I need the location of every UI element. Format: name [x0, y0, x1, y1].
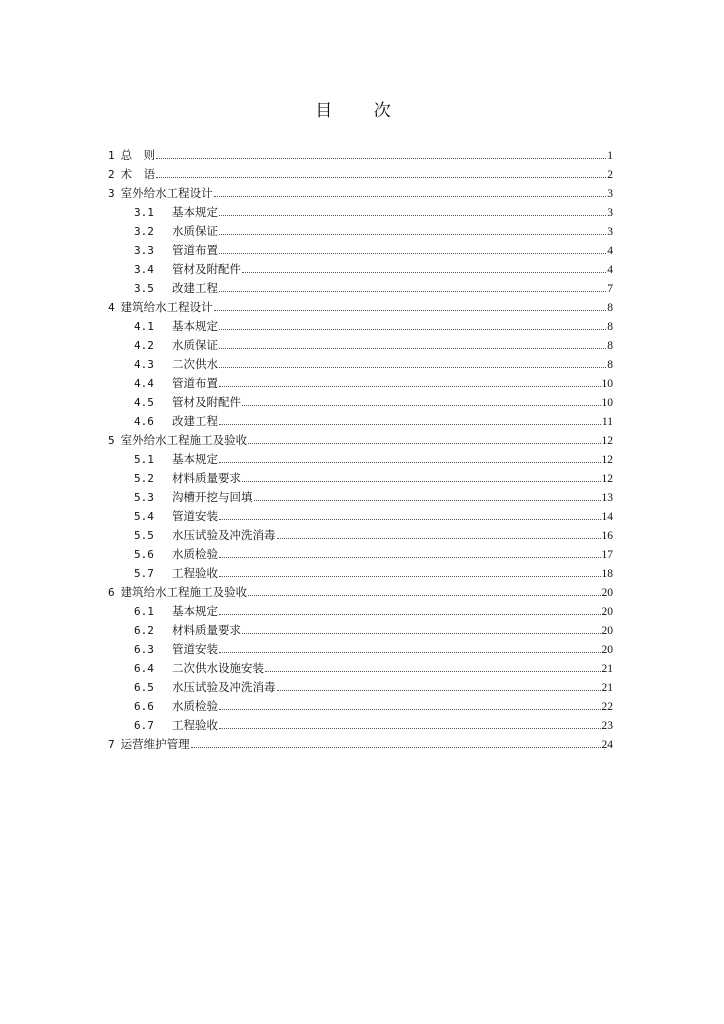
toc-entry-number: 4.2: [134, 339, 154, 352]
toc-entry-title: 水质保证: [172, 224, 218, 238]
toc-page-number: 4: [607, 245, 613, 257]
toc-subsection-entry[interactable]: [108, 545, 613, 564]
toc-entry-title: 管道安装: [172, 642, 218, 656]
toc-entry-number: 6.4: [134, 662, 154, 675]
toc-entry-title: 总 则: [120, 148, 156, 162]
toc-entry-title: 术 语: [120, 167, 156, 181]
toc-page-number: 2: [607, 169, 613, 181]
toc-dot-leader: [219, 518, 601, 520]
toc-entry-title: 建筑给水工程设计: [120, 300, 213, 314]
toc-page-number: 8: [607, 321, 613, 333]
toc-entry-title: 二次供水设施安装: [172, 661, 264, 675]
toc-entry-number: 2: [108, 168, 115, 181]
toc-page-number: 8: [607, 340, 613, 352]
toc-page-number: 3: [607, 207, 613, 219]
toc-subsection-entry[interactable]: [108, 488, 613, 507]
toc-entry-title: 水压试验及冲洗消毒: [172, 528, 276, 542]
toc-chapter-entry[interactable]: [108, 735, 613, 754]
toc-entry-number: 4.3: [134, 358, 154, 371]
toc-page-number: 21: [601, 682, 613, 694]
toc-entry-title: 管材及附配件: [172, 262, 241, 276]
toc-dot-leader: [219, 214, 606, 216]
toc-page-number: 24: [601, 739, 613, 751]
toc-entry-title: 二次供水: [172, 357, 218, 371]
page-title: 目 次: [315, 101, 409, 121]
toc-dot-leader: [242, 480, 601, 482]
toc-entry-number: 6.3: [134, 643, 154, 656]
toc-entry-number: 3.1: [134, 206, 154, 219]
toc-entry-title: 水质保证: [172, 338, 218, 352]
toc-dot-leader: [277, 689, 601, 691]
toc-entry-number: 6.6: [134, 700, 154, 713]
toc-entry-title: 工程验收: [172, 718, 218, 732]
toc-page-number: 12: [601, 435, 613, 447]
toc-entry-title: 基本规定: [172, 604, 218, 618]
toc-subsection-entry[interactable]: [108, 678, 613, 697]
toc-entry-title: 基本规定: [172, 319, 218, 333]
toc-page-number: 10: [601, 378, 613, 390]
toc-subsection-entry[interactable]: [108, 526, 613, 545]
toc-subsection-entry[interactable]: [108, 659, 613, 678]
toc-entry-title: 基本规定: [172, 205, 218, 219]
toc-page-number: 3: [607, 226, 613, 238]
toc-entry-number: 7: [108, 738, 115, 751]
toc-dot-leader: [265, 670, 601, 672]
toc-page-number: 20: [601, 625, 613, 637]
toc-dot-leader: [248, 594, 600, 596]
toc-chapter-entry[interactable]: [108, 184, 613, 203]
toc-entry-number: 4.6: [134, 415, 154, 428]
toc-subsection-entry[interactable]: [108, 602, 613, 621]
toc-subsection-entry[interactable]: [108, 412, 613, 431]
toc-page-number: 8: [607, 359, 613, 371]
toc-entry-number: 6.2: [134, 624, 154, 637]
toc-subsection-entry[interactable]: [108, 355, 613, 374]
toc-page-number: 18: [601, 568, 613, 580]
toc-dot-leader: [242, 632, 601, 634]
toc-dot-leader: [219, 252, 606, 254]
toc-dot-leader: [219, 385, 601, 387]
toc-dot-leader: [219, 423, 601, 425]
toc-dot-leader: [219, 461, 601, 463]
toc-entry-title: 材料质量要求: [172, 471, 241, 485]
toc-dot-leader: [191, 746, 601, 748]
toc-page-number: 11: [601, 416, 613, 428]
toc-dot-leader: [277, 537, 601, 539]
toc-entry-number: 5.7: [134, 567, 154, 580]
toc-page-number: 10: [601, 397, 613, 409]
toc-page-number: 20: [601, 587, 613, 599]
toc-entry-title: 工程验收: [172, 566, 218, 580]
toc-subsection-entry[interactable]: [108, 393, 613, 412]
toc-chapter-entry[interactable]: [108, 431, 613, 450]
toc-subsection-entry[interactable]: [108, 336, 613, 355]
toc-entry-title: 管材及附配件: [172, 395, 241, 409]
toc-dot-leader: [254, 499, 601, 501]
toc-subsection-entry[interactable]: [108, 450, 613, 469]
toc-dot-leader: [219, 328, 606, 330]
toc-entry-number: 5: [108, 434, 115, 447]
toc-dot-leader: [219, 366, 606, 368]
toc-page-number: 3: [607, 188, 613, 200]
toc-dot-leader: [214, 309, 607, 311]
toc-entry-title: 水质检验: [172, 547, 218, 561]
toc-chapter-entry[interactable]: [108, 165, 613, 184]
toc-subsection-entry[interactable]: [108, 621, 613, 640]
toc-entry-title: 室外给水工程设计: [120, 186, 213, 200]
toc-page-number: 17: [601, 549, 613, 561]
toc-entry-number: 5.1: [134, 453, 154, 466]
toc-entry-title: 改建工程: [172, 414, 218, 428]
toc-dot-leader: [248, 442, 600, 444]
toc-entry-number: 1: [108, 149, 115, 162]
toc-dot-leader: [219, 575, 601, 577]
toc-dot-leader: [219, 556, 601, 558]
table-of-contents: [108, 146, 613, 754]
toc-entry-number: 6.1: [134, 605, 154, 618]
toc-entry-number: 5.4: [134, 510, 154, 523]
toc-entry-number: 4.5: [134, 396, 154, 409]
toc-subsection-entry[interactable]: [108, 640, 613, 659]
toc-entry-title: 基本规定: [172, 452, 218, 466]
toc-entry-number: 3: [108, 187, 115, 200]
toc-subsection-entry[interactable]: [108, 697, 613, 716]
toc-chapter-entry[interactable]: [108, 146, 613, 165]
toc-page-number: 12: [601, 454, 613, 466]
toc-entry-title: 水压试验及冲洗消毒: [172, 680, 276, 694]
toc-chapter-entry[interactable]: [108, 583, 613, 602]
toc-dot-leader: [219, 613, 601, 615]
toc-entry-title: 管道布置: [172, 376, 218, 390]
toc-subsection-entry[interactable]: [108, 716, 613, 735]
toc-subsection-entry[interactable]: [108, 203, 613, 222]
toc-entry-title: 运营维护管理: [120, 737, 190, 751]
toc-dot-leader: [242, 404, 601, 406]
toc-entry-number: 5.2: [134, 472, 154, 485]
toc-dot-leader: [219, 727, 601, 729]
toc-dot-leader: [156, 176, 606, 178]
toc-entry-title: 管道安装: [172, 509, 218, 523]
toc-entry-number: 4: [108, 301, 115, 314]
toc-chapter-entry[interactable]: [108, 298, 613, 317]
toc-entry-title: 管道布置: [172, 243, 218, 257]
toc-entry-number: 3.2: [134, 225, 154, 238]
toc-page-number: 1: [607, 150, 613, 162]
toc-page-number: 8: [607, 302, 613, 314]
toc-entry-number: 4.1: [134, 320, 154, 333]
toc-page-number: 13: [601, 492, 613, 504]
toc-subsection-entry[interactable]: [108, 564, 613, 583]
toc-subsection-entry[interactable]: [108, 469, 613, 488]
toc-dot-leader: [219, 651, 601, 653]
toc-page-number: 23: [601, 720, 613, 732]
toc-page-number: 20: [601, 606, 613, 618]
toc-page-number: 7: [607, 283, 613, 295]
toc-page-number: 4: [607, 264, 613, 276]
toc-entry-number: 6.7: [134, 719, 154, 732]
toc-subsection-entry[interactable]: [108, 241, 613, 260]
toc-entry-number: 5.5: [134, 529, 154, 542]
toc-entry-number: 4.4: [134, 377, 154, 390]
toc-entry-title: 建筑给水工程施工及验收: [120, 585, 248, 599]
toc-subsection-entry[interactable]: [108, 317, 613, 336]
toc-entry-number: 6.5: [134, 681, 154, 694]
toc-entry-number: 6: [108, 586, 115, 599]
toc-entry-title: 材料质量要求: [172, 623, 241, 637]
toc-entry-number: 5.6: [134, 548, 154, 561]
toc-subsection-entry[interactable]: [108, 374, 613, 393]
toc-subsection-entry[interactable]: [108, 222, 613, 241]
toc-dot-leader: [214, 195, 607, 197]
toc-subsection-entry[interactable]: [108, 279, 613, 298]
toc-dot-leader: [219, 290, 606, 292]
toc-entry-title: 室外给水工程施工及验收: [120, 433, 248, 447]
toc-dot-leader: [242, 271, 606, 273]
toc-entry-number: 3.5: [134, 282, 154, 295]
toc-page-number: 21: [601, 663, 613, 675]
toc-dot-leader: [219, 233, 606, 235]
toc-entry-number: 5.3: [134, 491, 154, 504]
toc-entry-title: 沟槽开挖与回填: [172, 490, 253, 504]
toc-page-number: 22: [601, 701, 613, 713]
toc-page-number: 20: [601, 644, 613, 656]
toc-entry-title: 水质检验: [172, 699, 218, 713]
toc-entry-number: 3.3: [134, 244, 154, 257]
toc-entry-number: 3.4: [134, 263, 154, 276]
toc-page-number: 14: [601, 511, 613, 523]
toc-entry-title: 改建工程: [172, 281, 218, 295]
toc-subsection-entry[interactable]: [108, 260, 613, 279]
toc-subsection-entry[interactable]: [108, 507, 613, 526]
toc-dot-leader: [219, 347, 606, 349]
toc-dot-leader: [156, 157, 606, 159]
toc-page-number: 16: [601, 530, 613, 542]
toc-dot-leader: [219, 708, 601, 710]
toc-page-number: 12: [601, 473, 613, 485]
